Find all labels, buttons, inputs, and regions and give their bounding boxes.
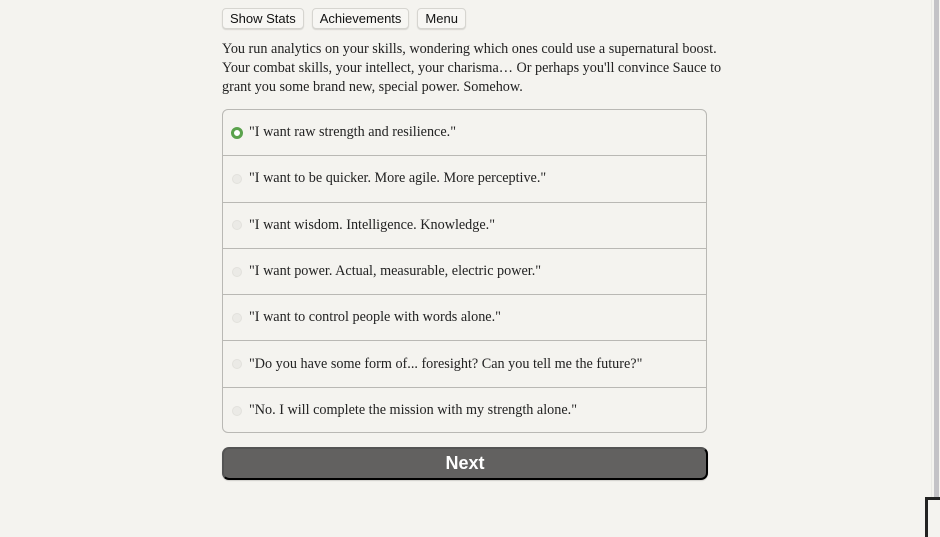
radio-icon[interactable] — [232, 174, 242, 184]
radio-icon[interactable] — [232, 220, 242, 230]
choice-option[interactable] — [223, 110, 706, 156]
show-stats-button[interactable]: Show Stats — [222, 8, 304, 29]
scrollbar[interactable] — [934, 0, 939, 529]
choice-label: "I want to be quicker. More agile. More perceptive." — [249, 170, 547, 187]
window-corner-handle — [925, 497, 940, 537]
radio-icon[interactable] — [232, 313, 242, 323]
choice-option[interactable] — [223, 341, 706, 387]
choice-list — [222, 109, 707, 433]
top-toolbar — [222, 8, 466, 29]
achievements-button[interactable]: Achievements — [312, 8, 410, 29]
choice-label: "I want power. Actual, measurable, electric power." — [249, 263, 542, 280]
story-text: You run analytics on your skills, wondering which ones could use a supernatural boost. Your combat skills, your intellect, your charisma… Or perhaps you'll convince Sauce to grant you some brand new, special power. Somehow. — [222, 41, 722, 95]
next-button[interactable]: Next — [222, 447, 708, 480]
menu-button[interactable]: Menu — [417, 8, 466, 29]
radio-selected-icon[interactable] — [231, 127, 243, 139]
radio-icon[interactable] — [232, 267, 242, 277]
choice-label: "No. I will complete the mission with my strength alone." — [249, 402, 577, 419]
radio-icon[interactable] — [232, 406, 242, 416]
choice-option[interactable] — [223, 388, 706, 433]
choice-option[interactable] — [223, 203, 706, 249]
choice-label: "I want wisdom. Intelligence. Knowledge." — [249, 216, 496, 233]
choice-option[interactable] — [223, 156, 706, 202]
choice-option[interactable] — [223, 249, 706, 295]
radio-icon[interactable] — [232, 359, 242, 369]
choice-label: "I want raw strength and resilience." — [249, 124, 456, 141]
choice-option[interactable] — [223, 295, 706, 341]
scrollbar-track — [931, 0, 932, 529]
choice-label: "I want to control people with words alone." — [249, 309, 501, 326]
choice-label: "Do you have some form of... foresight? Can you tell me the future?" — [249, 355, 643, 372]
